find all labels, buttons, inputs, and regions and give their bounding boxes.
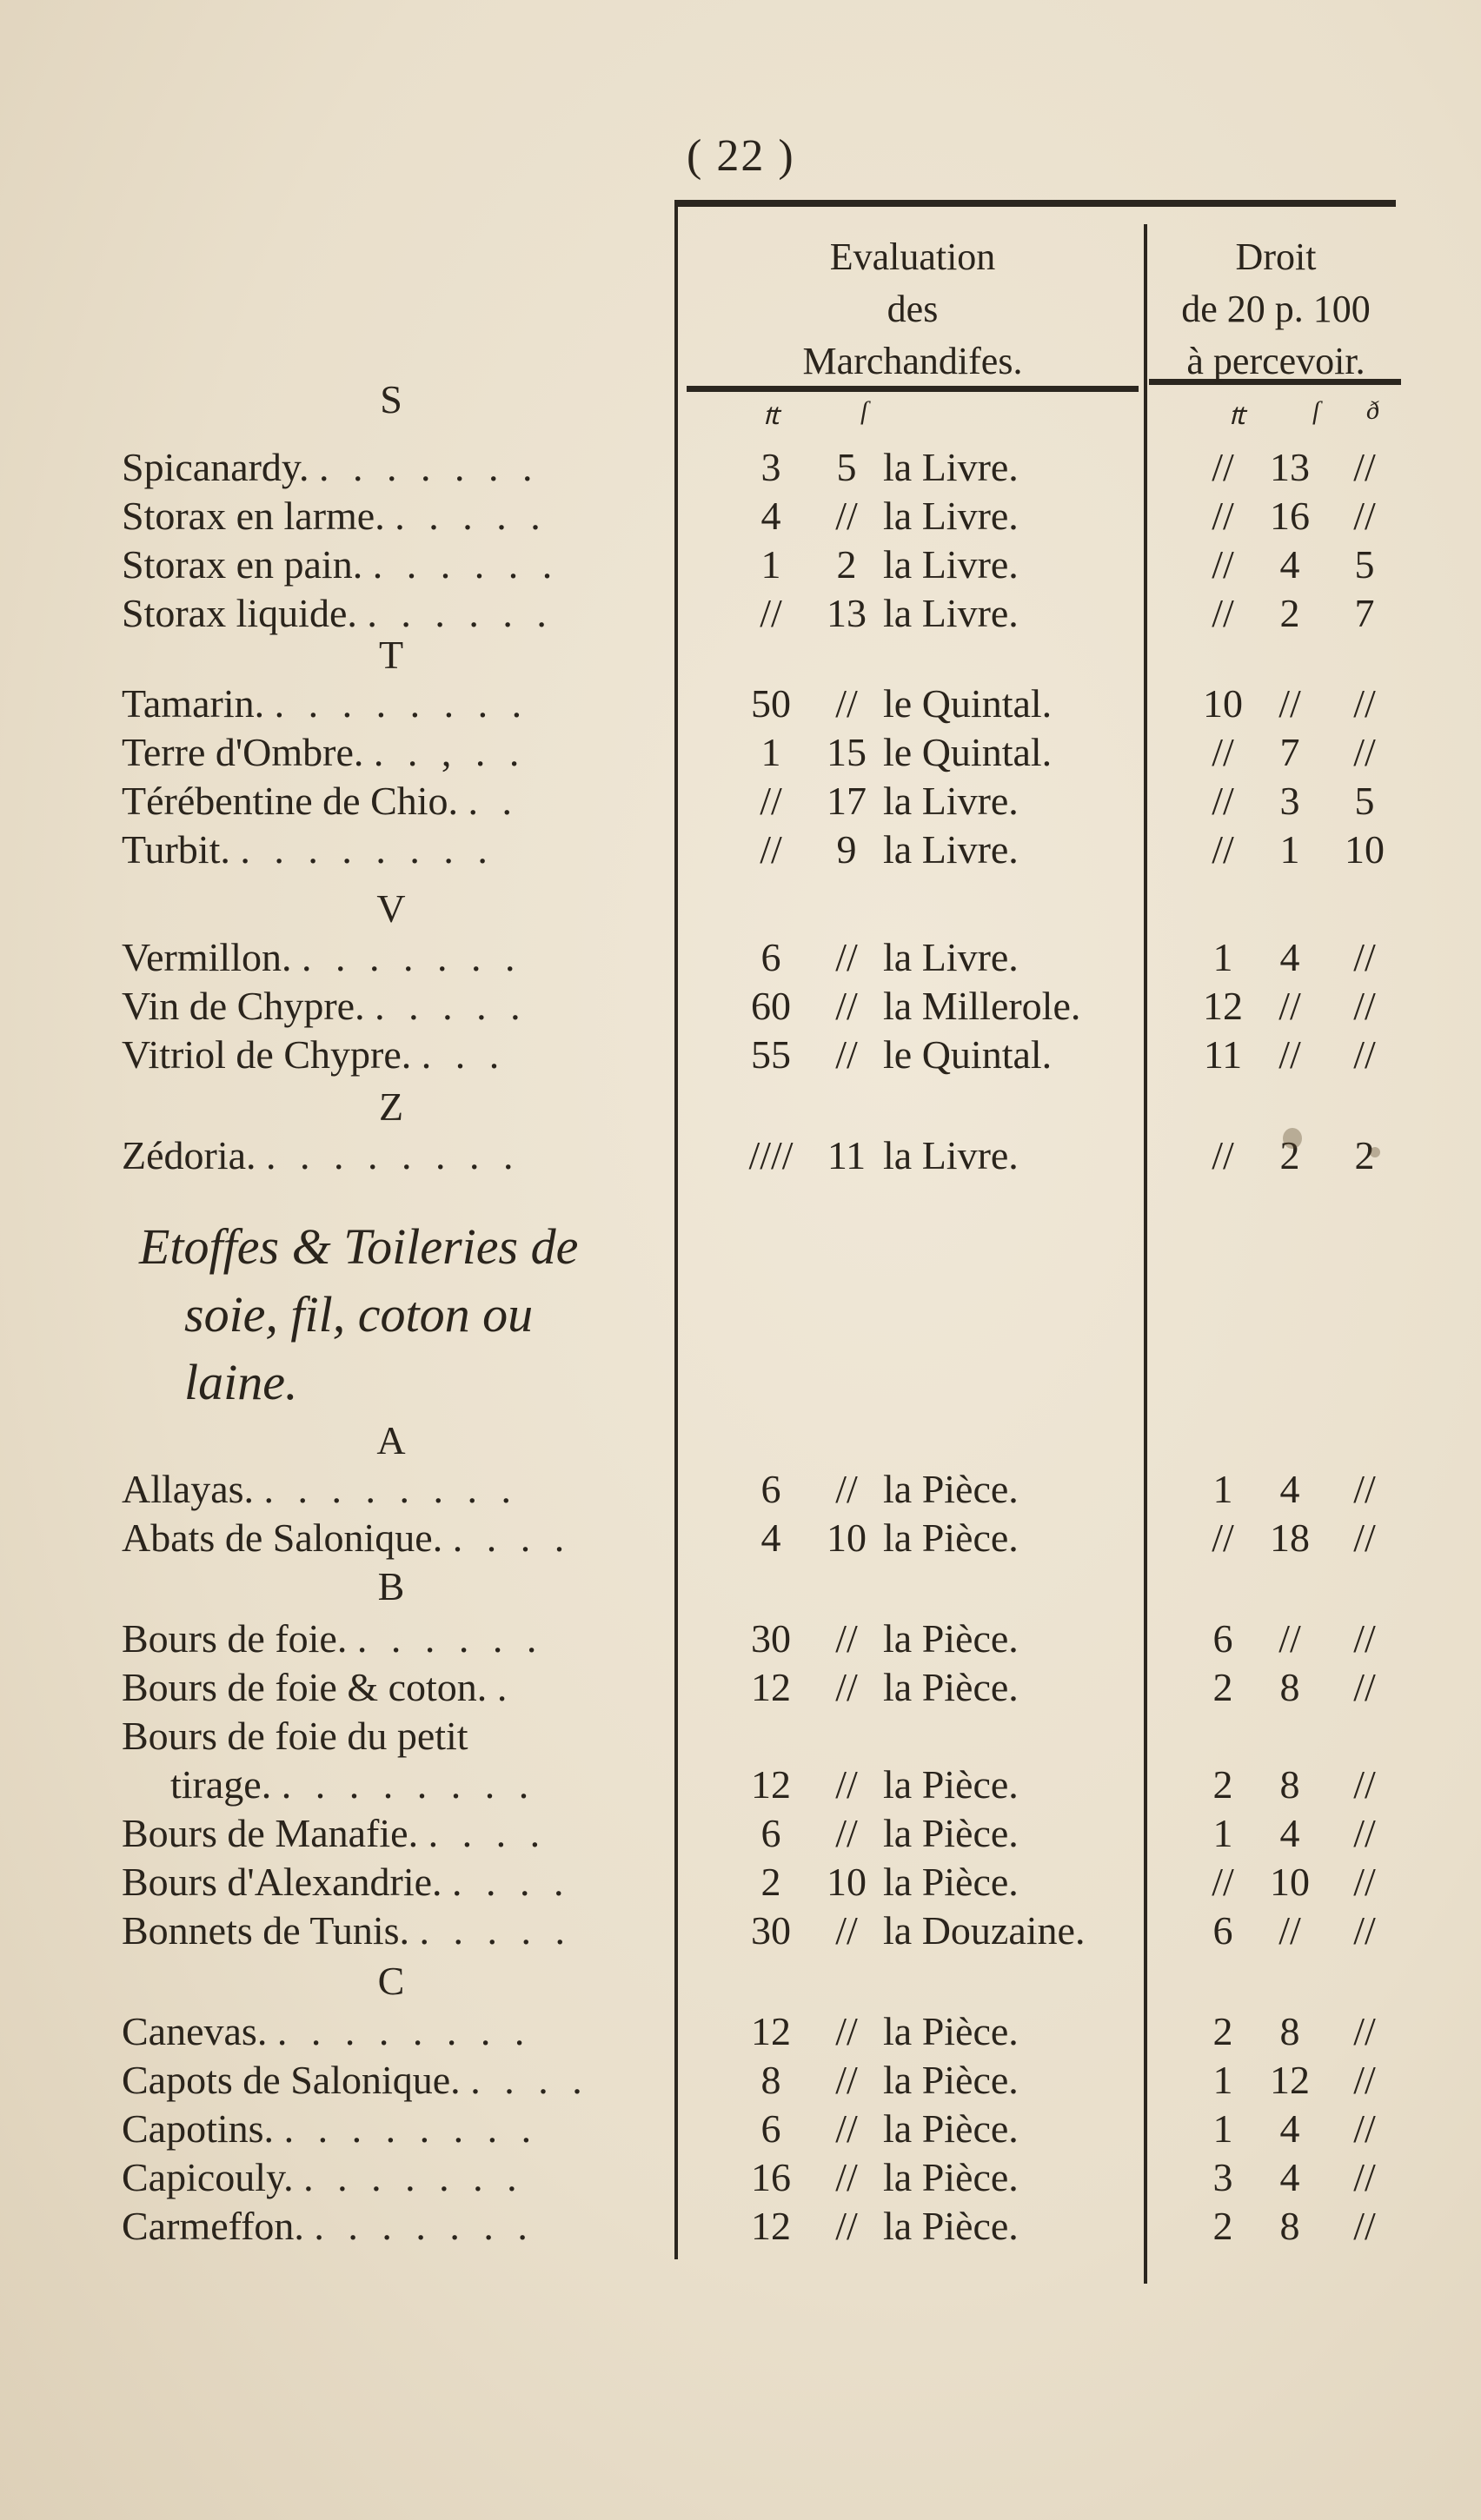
merchandise-label: Bonnets de Tunis. — [122, 1908, 410, 1953]
value-livres: 12 — [751, 1762, 791, 1807]
duty-deniers: 5 — [1354, 542, 1375, 587]
table-row — [0, 2007, 1481, 2056]
duty-deniers: // — [1353, 1762, 1376, 1807]
merchandise-name — [122, 443, 539, 492]
eval-unit-livres: ₶ — [763, 401, 780, 430]
value-sols: 2 — [836, 542, 857, 587]
table-row — [0, 1663, 1481, 1712]
merchandise-name — [122, 1465, 518, 1514]
table-row — [0, 443, 1481, 492]
duty-livres: 1 — [1212, 1467, 1233, 1511]
table-row — [0, 826, 1481, 874]
table-row — [0, 2105, 1481, 2153]
droit-header-line-3: à percevoir. — [1186, 340, 1365, 382]
duty-livres: 12 — [1203, 984, 1243, 1028]
duty-deniers: // — [1353, 681, 1376, 726]
duty-livres: // — [1212, 827, 1234, 872]
value-sols: // — [835, 1665, 858, 1709]
value-unit: la Pièce. — [883, 1616, 1019, 1661]
letter-heading: T — [378, 633, 404, 677]
duty-sols: 10 — [1270, 1860, 1310, 1904]
duty-deniers: // — [1353, 2009, 1376, 2053]
value-sols: 15 — [827, 730, 867, 774]
value-livres: 30 — [751, 1908, 791, 1953]
duty-sols: // — [1278, 681, 1301, 726]
table-row — [0, 933, 1481, 982]
dot-leader: . . , . . — [373, 730, 527, 774]
value-sols: 11 — [827, 1133, 867, 1177]
value-livres: 6 — [760, 1467, 781, 1511]
table-row — [0, 1615, 1481, 1663]
section-title-line-3: laine. — [184, 1354, 298, 1410]
value-livres: 60 — [751, 984, 791, 1028]
value-livres: 6 — [760, 2106, 781, 2151]
droit-header-line-1: Droit — [1235, 235, 1317, 278]
table-row — [0, 728, 1481, 777]
evaluation-header-line-3: Marchandifes. — [802, 340, 1023, 382]
duty-livres: 2 — [1212, 2204, 1233, 2248]
duty-sols: // — [1278, 1616, 1301, 1661]
value-sols: // — [835, 1467, 858, 1511]
value-sols: // — [835, 2106, 858, 2151]
value-unit: la Pièce. — [883, 1762, 1019, 1807]
duty-livres: 6 — [1212, 1616, 1233, 1661]
dot-leader: . . . . — [428, 1811, 548, 1855]
dot-leader: . . — [468, 779, 520, 823]
table-row — [0, 1809, 1481, 1858]
value-sols: // — [835, 2009, 858, 2053]
value-sols: // — [835, 1811, 858, 1855]
merchandise-label: Storax en pain. — [122, 542, 363, 587]
evaluation-header-line-1: Evaluation — [829, 235, 996, 278]
table-row — [0, 589, 1481, 638]
duty-livres: 10 — [1203, 681, 1243, 726]
table-row — [0, 1907, 1481, 1955]
value-unit: la Pièce. — [883, 1811, 1019, 1855]
duty-sols: 3 — [1279, 779, 1300, 823]
droit-unit-sols: ſ — [1312, 396, 1320, 425]
value-livres: 1 — [760, 730, 781, 774]
duty-deniers: // — [1353, 1665, 1376, 1709]
dot-leader: . . . . . — [395, 494, 548, 538]
duty-sols: 16 — [1270, 494, 1310, 538]
merchandise-name — [122, 2056, 589, 2105]
value-livres: 12 — [751, 2204, 791, 2248]
ink-stain — [1370, 1147, 1380, 1157]
merchandise-label: Térébentine de Chio. — [122, 779, 459, 823]
duty-livres: 1 — [1212, 935, 1233, 979]
merchandise-label: Bours d'Alexandrie. — [122, 1860, 442, 1904]
letter-heading: A — [376, 1418, 406, 1462]
duty-sols: 18 — [1270, 1515, 1310, 1560]
value-unit: la Livre. — [883, 935, 1019, 979]
duty-sols: 4 — [1279, 2155, 1300, 2199]
value-sols: // — [835, 2204, 858, 2248]
duty-livres: 1 — [1212, 1811, 1233, 1855]
table-row — [0, 680, 1481, 728]
duty-sols: 8 — [1279, 1762, 1300, 1807]
merchandise-name — [170, 1761, 535, 1809]
value-livres: 6 — [760, 1811, 781, 1855]
dot-leader: . . . . . . — [372, 542, 560, 587]
table-row — [0, 2056, 1481, 2105]
duty-sols: // — [1278, 1032, 1301, 1077]
merchandise-name — [122, 933, 521, 982]
dot-leader: . . . . . . . — [314, 2204, 535, 2248]
merchandise-name — [122, 2202, 535, 2251]
value-sols: // — [835, 935, 858, 979]
dot-leader: . . . . . . . — [303, 2155, 524, 2199]
dot-leader: . . . . — [452, 1860, 571, 1904]
duty-sols: 8 — [1279, 2204, 1300, 2248]
merchandise-label: Storax en larme. — [122, 494, 385, 538]
value-sols: 10 — [827, 1860, 867, 1904]
value-unit: la Livre. — [883, 445, 1019, 489]
value-sols: 5 — [836, 445, 857, 489]
duty-livres: 1 — [1212, 2058, 1233, 2102]
table-row — [0, 982, 1481, 1031]
merchandise-label: Bours de Manafie. — [122, 1811, 419, 1855]
merchandise-label: Zédoria. — [122, 1133, 256, 1177]
letter-heading: B — [377, 1564, 405, 1608]
table-row — [0, 1761, 1481, 1809]
merchandise-label: Vin de Chypre. — [122, 984, 365, 1028]
top-rule — [674, 200, 1396, 207]
duty-deniers: // — [1353, 984, 1376, 1028]
merchandise-label: Allayas. — [122, 1467, 255, 1511]
duty-livres: 2 — [1212, 1665, 1233, 1709]
dot-leader: . . . . . . . . — [283, 2106, 539, 2151]
merchandise-label: Capotins. — [122, 2106, 275, 2151]
value-sols: // — [835, 2155, 858, 2199]
dot-leader: . . . — [421, 1032, 507, 1077]
value-sols: // — [835, 1032, 858, 1077]
duty-deniers: // — [1353, 2155, 1376, 2199]
value-unit: la Pièce. — [883, 2155, 1019, 2199]
value-sols: // — [835, 2058, 858, 2102]
duty-livres: 3 — [1212, 2155, 1233, 2199]
dot-leader: . . . . . — [375, 984, 528, 1028]
value-livres: // — [760, 779, 782, 823]
dot-leader: . . . . . . . — [301, 935, 522, 979]
duty-sols: // — [1278, 984, 1301, 1028]
dot-leader: . . . . — [470, 2058, 589, 2102]
duty-livres: 2 — [1212, 2009, 1233, 2053]
value-sols: 13 — [827, 591, 867, 635]
duty-livres: // — [1212, 730, 1234, 774]
value-sols: // — [835, 681, 858, 726]
merchandise-name — [122, 589, 554, 638]
ink-stain — [1283, 1128, 1302, 1149]
merchandise-name — [122, 982, 528, 1031]
value-livres: 50 — [751, 681, 791, 726]
value-unit: la Pièce. — [883, 2204, 1019, 2248]
value-livres: // — [760, 591, 782, 635]
duty-deniers: 7 — [1354, 591, 1375, 635]
merchandise-name — [122, 1712, 468, 1761]
merchandise-label: Turbit. — [122, 827, 230, 872]
value-unit: le Quintal. — [883, 730, 1053, 774]
dot-leader: . . . . . . . . — [274, 681, 529, 726]
value-unit: la Douzaine. — [883, 1908, 1086, 1953]
droit-header — [1146, 231, 1406, 388]
dot-leader: . . . . . . . . — [240, 827, 495, 872]
value-livres: 30 — [751, 1616, 791, 1661]
duty-livres: // — [1212, 542, 1234, 587]
merchandise-label: Terre d'Ombre. — [122, 730, 364, 774]
value-unit: la Livre. — [883, 494, 1019, 538]
dot-leader: . . . . . . . . — [276, 2009, 532, 2053]
value-livres: 8 — [760, 2058, 781, 2102]
value-unit: la Livre. — [883, 827, 1019, 872]
table-row — [0, 540, 1481, 589]
value-unit: le Quintal. — [883, 681, 1053, 726]
value-livres: 1 — [760, 542, 781, 587]
duty-livres: // — [1212, 1133, 1234, 1177]
table-row — [0, 492, 1481, 540]
merchandise-label: Vermillon. — [122, 935, 292, 979]
merchandise-name — [122, 540, 559, 589]
duty-deniers: // — [1353, 1908, 1376, 1953]
merchandise-name — [122, 1809, 547, 1858]
dot-leader: . . . . . . . . — [281, 1762, 536, 1807]
duty-deniers: // — [1353, 730, 1376, 774]
table-row — [0, 1514, 1481, 1562]
duty-sols: 7 — [1279, 730, 1300, 774]
table-row — [0, 2153, 1481, 2202]
value-sols: 17 — [827, 779, 867, 823]
merchandise-name — [122, 1907, 572, 1955]
duty-sols: 8 — [1279, 1665, 1300, 1709]
duty-deniers: // — [1353, 494, 1376, 538]
droit-unit-livres: ₶ — [1229, 401, 1245, 430]
value-unit: la Pièce. — [883, 1467, 1019, 1511]
page-number: ( 22 ) — [687, 131, 795, 181]
dot-leader: . . . . . . — [367, 591, 554, 635]
section-title-line-2: soie, fil, coton ou — [184, 1286, 534, 1343]
merchandise-name — [122, 1514, 571, 1562]
duty-livres: // — [1212, 591, 1234, 635]
value-livres: 55 — [751, 1032, 791, 1077]
duty-livres: // — [1212, 1860, 1234, 1904]
merchandise-name — [122, 2105, 538, 2153]
duty-deniers: // — [1353, 1032, 1376, 1077]
merchandise-label: tirage. — [170, 1762, 272, 1807]
value-unit: la Pièce. — [883, 1665, 1019, 1709]
merchandise-name — [122, 826, 495, 874]
duty-sols: 4 — [1279, 2106, 1300, 2151]
value-sols: // — [835, 1616, 858, 1661]
table-row — [0, 1131, 1481, 1180]
merchandise-label: Capots de Salonique. — [122, 2058, 461, 2102]
value-sols: 9 — [836, 827, 857, 872]
merchandise-label: Bours de foie. — [122, 1616, 348, 1661]
duty-deniers: // — [1353, 1515, 1376, 1560]
duty-sols: 1 — [1279, 827, 1300, 872]
value-unit: la Pièce. — [883, 2009, 1019, 2053]
value-livres: 4 — [760, 494, 781, 538]
merchandise-label: Carmeffon. — [122, 2204, 304, 2248]
value-livres: //// — [748, 1133, 794, 1177]
duty-deniers: // — [1353, 1811, 1376, 1855]
duty-sols: 4 — [1279, 935, 1300, 979]
section-title — [139, 1213, 578, 1416]
table-row — [0, 777, 1481, 826]
value-livres: 3 — [760, 445, 781, 489]
value-livres: // — [760, 827, 782, 872]
duty-livres: // — [1212, 1515, 1234, 1560]
merchandise-label: Canevas. — [122, 2009, 268, 2053]
duty-deniers: 10 — [1345, 827, 1385, 872]
duty-sols: 13 — [1270, 445, 1310, 489]
duty-livres: 1 — [1212, 2106, 1233, 2151]
value-unit: la Pièce. — [883, 1860, 1019, 1904]
value-unit: le Quintal. — [883, 1032, 1053, 1077]
merchandise-name — [122, 2007, 531, 2056]
droit-unit-deniers: ð — [1366, 396, 1379, 425]
duty-deniers: 5 — [1354, 779, 1375, 823]
table-row — [0, 1712, 1481, 1761]
merchandise-name — [122, 1131, 521, 1180]
value-unit: la Pièce. — [883, 1515, 1019, 1560]
dot-leader: . . . . . . — [356, 1616, 544, 1661]
merchandise-label: Spicanardy. — [122, 445, 309, 489]
duty-sols: 4 — [1279, 1467, 1300, 1511]
table-row — [0, 1031, 1481, 1079]
value-livres: 16 — [751, 2155, 791, 2199]
merchandise-label: Bours de foie & coton. — [122, 1665, 488, 1709]
merchandise-label: Capicouly. — [122, 2155, 294, 2199]
value-unit: la Livre. — [883, 591, 1019, 635]
value-livres: 12 — [751, 1665, 791, 1709]
droit-header-line-2: de 20 p. 100 — [1181, 288, 1371, 330]
merchandise-label: Tamarin. — [122, 681, 265, 726]
duty-deniers: // — [1353, 935, 1376, 979]
duty-deniers: // — [1353, 445, 1376, 489]
merchandise-label: Storax liquide. — [122, 591, 357, 635]
duty-sols: 4 — [1279, 1811, 1300, 1855]
merchandise-name — [122, 1858, 571, 1907]
duty-sols: 2 — [1279, 591, 1300, 635]
merchandise-name — [122, 777, 519, 826]
value-unit: la Livre. — [883, 542, 1019, 587]
value-sols: // — [835, 1762, 858, 1807]
value-livres: 12 — [751, 2009, 791, 2053]
value-livres: 4 — [760, 1515, 781, 1560]
value-sols: 10 — [827, 1515, 867, 1560]
merchandise-name — [122, 2153, 524, 2202]
dot-leader: . . . . — [452, 1515, 572, 1560]
duty-deniers: // — [1353, 2204, 1376, 2248]
section-title-line-1: Etoffes & Toileries de — [139, 1218, 579, 1275]
value-unit: la Livre. — [883, 1133, 1019, 1177]
dot-leader: . . . . . . . . — [263, 1467, 519, 1511]
duty-livres: // — [1212, 494, 1234, 538]
merchandise-label: Abats de Salonique. — [122, 1515, 443, 1560]
letter-heading: V — [376, 886, 406, 931]
dot-leader: . . . . . . . . — [266, 1133, 521, 1177]
duty-sols: 4 — [1279, 542, 1300, 587]
duty-livres: 6 — [1212, 1908, 1233, 1953]
duty-deniers: // — [1353, 2058, 1376, 2102]
duty-deniers: // — [1353, 1860, 1376, 1904]
letter-heading: Z — [378, 1084, 404, 1129]
eval-unit-sols: ſ — [860, 396, 868, 425]
letter-heading: C — [377, 1959, 405, 2003]
value-unit: la Pièce. — [883, 2058, 1019, 2102]
duty-livres: 11 — [1203, 1032, 1243, 1077]
duty-deniers: // — [1353, 1616, 1376, 1661]
duty-sols: 8 — [1279, 2009, 1300, 2053]
dot-leader: . . . . . — [419, 1908, 573, 1953]
table-row — [0, 1858, 1481, 1907]
merchandise-name — [122, 728, 526, 777]
duty-deniers: 2 — [1354, 1133, 1375, 1177]
evaluation-header — [695, 231, 1130, 388]
value-unit: la Pièce. — [883, 2106, 1019, 2151]
duty-sols: // — [1278, 1908, 1301, 1953]
duty-livres: 2 — [1212, 1762, 1233, 1807]
merchandise-name — [122, 1615, 543, 1663]
value-livres: 2 — [760, 1860, 781, 1904]
value-sols: // — [835, 984, 858, 1028]
merchandise-name — [122, 680, 528, 728]
dot-leader: . . . . . . . — [318, 445, 540, 489]
letter-heading: S — [380, 377, 402, 421]
merchandise-label: Bours de foie du petit — [122, 1714, 468, 1758]
duty-livres: // — [1212, 445, 1234, 489]
value-unit: la Livre. — [883, 779, 1019, 823]
value-sols: // — [835, 1908, 858, 1953]
merchandise-label: Vitriol de Chypre. — [122, 1032, 412, 1077]
merchandise-name — [122, 492, 548, 540]
evaluation-header-line-2: des — [887, 288, 939, 330]
value-livres: 6 — [760, 935, 781, 979]
duty-livres: // — [1212, 779, 1234, 823]
duty-sols: 12 — [1270, 2058, 1310, 2102]
merchandise-name — [122, 1663, 514, 1712]
duty-sols: 2 — [1279, 1133, 1300, 1177]
table-row — [0, 1465, 1481, 1514]
value-unit: la Millerole. — [883, 984, 1081, 1028]
merchandise-name — [122, 1031, 506, 1079]
duty-deniers: // — [1353, 1467, 1376, 1511]
duty-deniers: // — [1353, 2106, 1376, 2151]
table-row — [0, 2202, 1481, 2251]
dot-leader: . — [496, 1665, 515, 1709]
value-sols: // — [835, 494, 858, 538]
